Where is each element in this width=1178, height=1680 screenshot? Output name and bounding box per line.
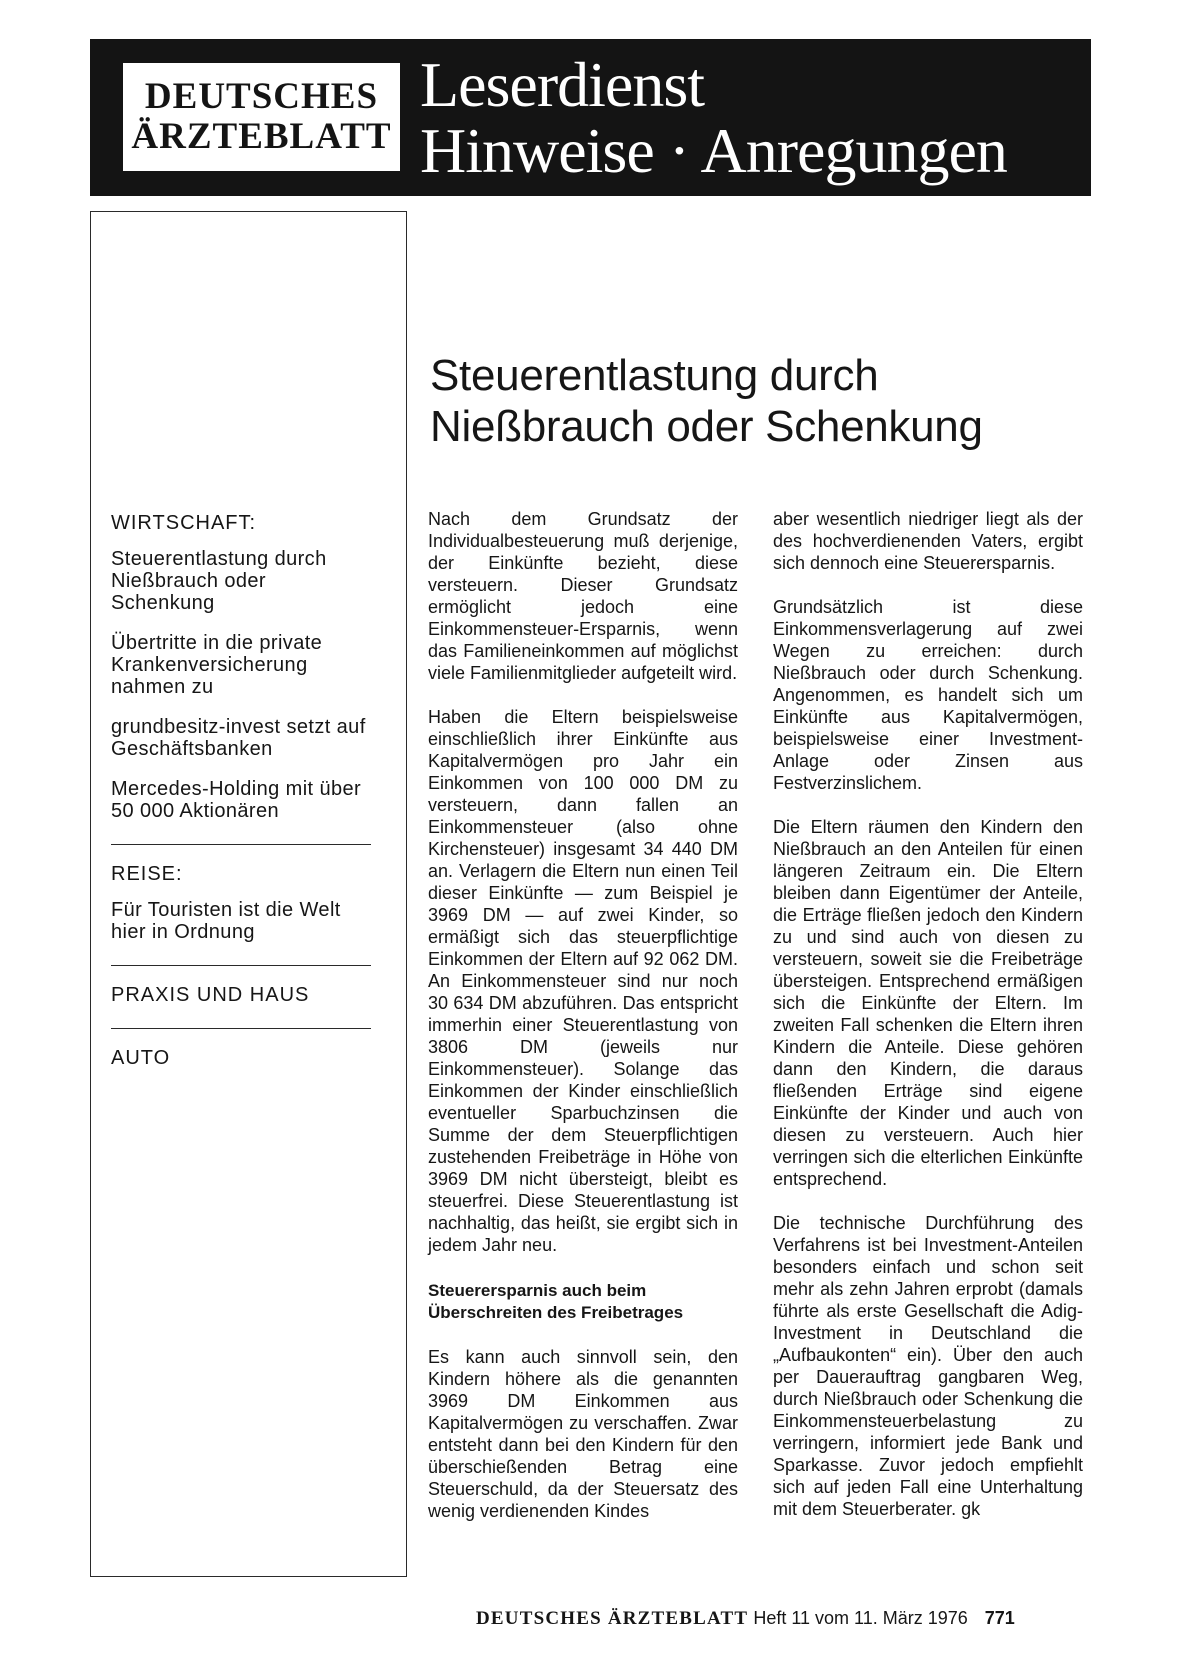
- article-column-1: [428, 508, 738, 1544]
- contents-item: Steuerentlastung durch Nießbrauch oder Schenkung: [111, 548, 327, 614]
- footer-masthead: DEUTSCHES ÄRZTEBLATT: [476, 1608, 749, 1629]
- contents-item: grundbesitz-invest setzt auf Geschäftsbanken: [111, 716, 366, 760]
- logo-line-2: ÄRZTEBLATT: [131, 116, 392, 157]
- contents-sidebar: [90, 211, 407, 1577]
- article-title-line-2: Nießbrauch oder Schenkung: [430, 402, 983, 451]
- paragraph: [773, 1212, 1083, 1520]
- article-column-2: [773, 508, 1083, 1542]
- contents-item: Mercedes-Holding mit über 50 000 Aktionären: [111, 778, 362, 822]
- article-title-line-1: Steuerentlastung durch: [430, 351, 879, 400]
- section-title-line-2: Hinweise · Anregungen: [420, 115, 1007, 186]
- logo-line-1: DEUTSCHES: [144, 76, 379, 117]
- divider: [111, 965, 371, 966]
- header-banner: [90, 39, 1091, 196]
- paragraph: aber wesentlich niedriger liegt als der des hochverdienenden Vaters, ergibt sich dennoch eine Steuerersparnis.: [773, 509, 1083, 573]
- paragraph: Haben die Eltern beispielsweise einschließlich ihrer Einkünfte aus Kapitalvermögen pro Jahr ein Einkommen von 100 000 DM zu versteuern, dann fallen an Einkommensteuer (also ohne Kirchensteuer) insgesamt 34 440 DM an. Verlagern die Eltern nun einen Teil dieser Einkünfte — zum Beispiel je 3969 DM — auf zwei Kinder, so ermäßigt sich das steuerpflichtige Einkommen der Eltern auf 92 062 DM. An Einkommensteuer sind nur noch 30 634 DM abzuführen. Das entspricht immerhin einer Steuerentlastung von 3806 DM (jeweils nur Einkommensteuer). Solange das Einkommen der Kinder einschließlich eventueller Sparbuchzinsen die Summe der dem Steuerpflichtigen zustehenden Freibeträge in Höhe von 3969 DM nicht übersteigt, bleibt es steuerfrei. Diese Steuerentlastung ist nachhaltig, das heißt, sie ergibt sich in jedem Jahr neu.: [428, 707, 738, 1255]
- category-heading-reise: REISE:: [111, 863, 183, 885]
- contents-item: Übertritte in die private Krankenversicherung nahmen zu: [111, 632, 323, 698]
- paragraph: Die Eltern räumen den Kindern den Nießbrauch an den Anteilen für einen längeren Zeitraum ein. Die Eltern bleiben dann Eigentümer der Anteile, die Erträge fließen jedoch den Kindern zu und sind auch von diesen zu versteuern, soweit sie die Freibeträge übersteigen. Entsprechend ermäßigen sich die Einkünfte der Eltern. Im zweiten Fall schenken die Eltern ihren Kindern die Anteile. Diese gehören dann den Kindern, die daraus fließenden Erträge sind eigene Einkünfte der Kinder und auch von diesen zu versteuern. Auch hier verringen sich die elterlichen Einkünfte entsprechend.: [773, 817, 1083, 1189]
- paragraph: Nach dem Grundsatz der Individualbesteuerung muß derjenige, der Einkünfte bezieht, diese versteuern. Dieser Grundsatz ermöglicht jedoch eine Einkommensteuer-Ersparnis, wenn das Familieneinkommen auf möglichst viele Familienmitglieder aufgeteilt wird.: [428, 509, 738, 683]
- paragraph-text: Die technische Durchführung des Verfahrens ist bei Investment-Anteilen besonders einfach und schon seit mehr als zehn Jahren erprobt (damals führte als erste Gesellschaft die Adig-Investment in Deutschland die „Aufbaukonten“ ein). Über den auch per Dauerauftrag gangbaren Weg, durch Nießbrauch oder Schenkung die Einkommensteuerbelastung zu verringern, informiert jede Bank und Sparkasse. Zuvor jedoch empfiehlt sich auf jeden Fall eine Unterhaltung mit dem Steuerberater.: [773, 1213, 1083, 1519]
- category-heading-wirtschaft: WIRTSCHAFT:: [111, 512, 257, 534]
- page-footer: [476, 1608, 1015, 1630]
- paragraph: Es kann auch sinnvoll sein, den Kindern höhere als die genannten 3969 DM Einkommen aus Kapitalvermögen zu verschaffen. Zwar entsteht dann bei den Kindern für den überschießenden Betrag eine Steuerschuld, da der Steuersatz des wenig verdienenden Kindes: [428, 1347, 738, 1521]
- footer-issue: Heft 11 vom 11. März 1976: [753, 1608, 968, 1628]
- section-title: [420, 49, 1007, 186]
- section-title-line-1: Leserdienst: [420, 49, 704, 120]
- divider: [111, 844, 371, 845]
- article-subheading: Steuerersparnis auch beim Überschreiten des Freibetrages: [428, 1281, 684, 1322]
- journal-logo: [123, 63, 400, 171]
- page-number: 771: [984, 1608, 1015, 1628]
- article-title: [430, 350, 1070, 452]
- category-heading-auto: AUTO: [111, 1047, 171, 1069]
- contents-item: Für Touristen ist die Welt hier in Ordnung: [111, 899, 341, 943]
- contents-list: [111, 512, 371, 1083]
- category-heading-praxis: PRAXIS UND HAUS: [111, 984, 310, 1006]
- author-initials: gk: [961, 1499, 981, 1519]
- paragraph: Grundsätzlich ist diese Einkommensverlagerung auf zwei Wegen zu erreichen: durch Nießbrauch oder durch Schenkung. Angenommen, es handelt sich um Einkünfte aus Kapitalvermögen, beispielsweise einer Investment-Anlage oder Zinsen aus Festverzinslichem.: [773, 597, 1083, 793]
- divider: [111, 1028, 371, 1029]
